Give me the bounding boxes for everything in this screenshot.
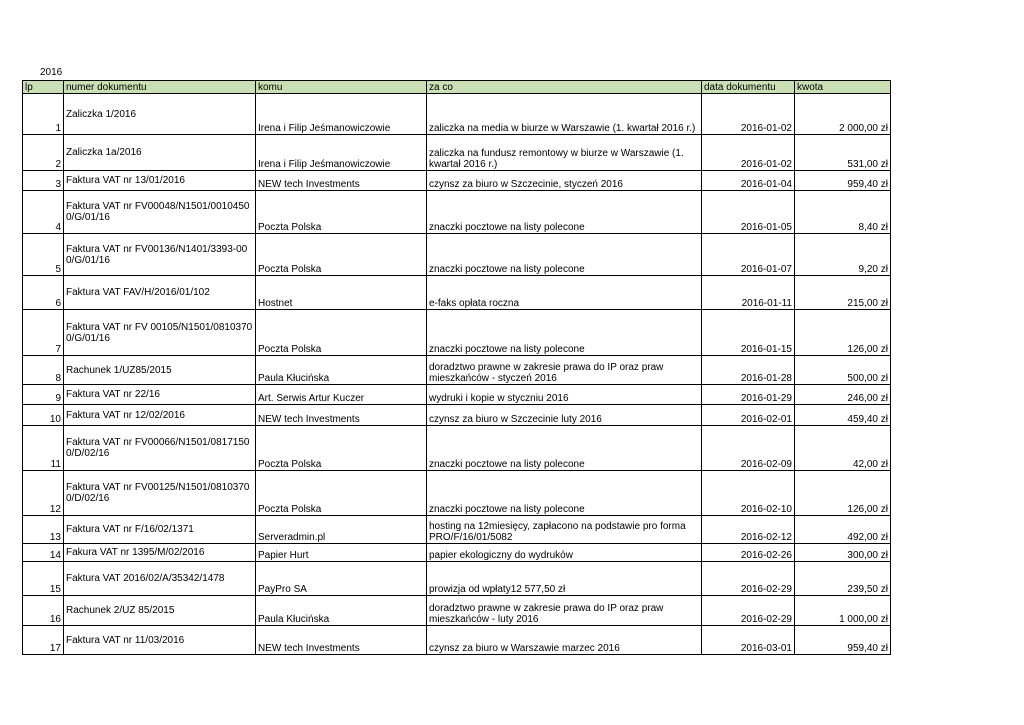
cell-kwota: 1 000,00 zł [795,596,891,626]
cell-za-co: wydruki i kopie w styczniu 2016 [427,385,702,405]
cell-data-dokumentu: 2016-02-12 [702,516,795,544]
header-data-dokumentu: data dokumentu [702,81,795,94]
cell-za-co: doradztwo prawne w zakresie prawa do IP oraz praw mieszkańców - luty 2016 [427,596,702,626]
table-row [23,310,891,356]
cell-komu: PayPro SA [256,562,427,596]
cell-lp: 2 [23,135,64,171]
cell-lp: 13 [23,516,64,544]
cell-komu: NEW tech Investments [256,171,427,191]
table-row [23,135,891,171]
cell-lp: 9 [23,385,64,405]
cell-kwota: 500,00 zł [795,356,891,385]
cell-komu: Serveradmin.pl [256,516,427,544]
documents-table [22,80,891,655]
table-row [23,562,891,596]
cell-za-co: e-faks opłata roczna [427,276,702,310]
cell-za-co: doradztwo prawne w zakresie prawa do IP oraz praw mieszkańców - styczeń 2016 [427,356,702,385]
cell-data-dokumentu: 2016-02-01 [702,405,795,426]
cell-kwota: 126,00 zł [795,471,891,516]
cell-numer-dokumentu: Faktura VAT nr 12/02/2016 [64,405,256,426]
header-numer-dokumentu: numer dokumentu [64,81,256,94]
cell-data-dokumentu: 2016-02-10 [702,471,795,516]
cell-za-co: znaczki pocztowe na listy polecone [427,234,702,276]
cell-data-dokumentu: 2016-02-29 [702,596,795,626]
cell-numer-dokumentu: Faktura VAT nr FV00048/N1501/00104500/G/01/16 [64,191,256,234]
cell-komu: Poczta Polska [256,426,427,471]
table-row [23,94,891,135]
table-row [23,471,891,516]
cell-za-co: czynsz za biuro w Szczecinie, styczeń 2016 [427,171,702,191]
cell-kwota: 215,00 zł [795,276,891,310]
cell-data-dokumentu: 2016-02-29 [702,562,795,596]
header-row [23,81,891,94]
cell-kwota: 959,40 zł [795,626,891,655]
cell-data-dokumentu: 2016-01-02 [702,135,795,171]
cell-kwota: 492,00 zł [795,516,891,544]
table-row [23,626,891,655]
cell-komu: Paula Kłucińska [256,356,427,385]
cell-komu: Papier Hurt [256,544,427,562]
cell-komu: Irena i Filip Jeśmanowiczowie [256,135,427,171]
cell-kwota: 531,00 zł [795,135,891,171]
cell-za-co: czynsz za biuro w Warszawie marzec 2016 [427,626,702,655]
cell-za-co: prowizja od wpłaty12 577,50 zł [427,562,702,596]
cell-lp: 6 [23,276,64,310]
cell-kwota: 2 000,00 zł [795,94,891,135]
cell-data-dokumentu: 2016-02-26 [702,544,795,562]
table-row [23,356,891,385]
cell-data-dokumentu: 2016-01-02 [702,94,795,135]
cell-numer-dokumentu: Zaliczka 1a/2016 [64,135,256,171]
cell-kwota: 459,40 zł [795,405,891,426]
table-row [23,596,891,626]
table-row [23,191,891,234]
cell-lp: 10 [23,405,64,426]
cell-lp: 3 [23,171,64,191]
cell-lp: 16 [23,596,64,626]
year-label: 2016 [40,67,63,78]
table-row [23,426,891,471]
cell-numer-dokumentu: Faktura VAT FAV/H/2016/01/102 [64,276,256,310]
cell-numer-dokumentu: Faktura VAT 2016/02/A/35342/1478 [64,562,256,596]
cell-kwota: 246,00 zł [795,385,891,405]
cell-za-co: zaliczka na fundusz remontowy w biurze w Warszawie (1. kwartał 2016 r.) [427,135,702,171]
cell-za-co: zaliczka na media w biurze w Warszawie (1. kwartał 2016 r.) [427,94,702,135]
cell-numer-dokumentu: Faktura VAT nr FV00136/N1401/3393-000/G/01/16 [64,234,256,276]
cell-za-co: hosting na 12miesięcy, zapłacono na podstawie pro forma PRO/F/16/01/5082 [427,516,702,544]
cell-kwota: 239,50 zł [795,562,891,596]
cell-data-dokumentu: 2016-01-05 [702,191,795,234]
cell-za-co: znaczki pocztowe na listy polecone [427,471,702,516]
cell-data-dokumentu: 2016-01-28 [702,356,795,385]
cell-numer-dokumentu: Faktura VAT nr 22/16 [64,385,256,405]
cell-kwota: 959,40 zł [795,171,891,191]
table-row [23,276,891,310]
cell-komu: Poczta Polska [256,234,427,276]
cell-lp: 5 [23,234,64,276]
cell-kwota: 9,20 zł [795,234,891,276]
cell-numer-dokumentu: Rachunek 2/UZ 85/2015 [64,596,256,626]
table-row [23,234,891,276]
cell-za-co: czynsz za biuro w Szczecinie luty 2016 [427,405,702,426]
table-row [23,171,891,191]
cell-za-co: znaczki pocztowe na listy polecone [427,310,702,356]
table-row [23,405,891,426]
cell-za-co: papier ekologiczny do wydruków [427,544,702,562]
cell-numer-dokumentu: Rachunek 1/UZ85/2015 [64,356,256,385]
header-kwota: kwota [795,81,891,94]
table-row [23,544,891,562]
table-row [23,385,891,405]
cell-data-dokumentu: 2016-01-15 [702,310,795,356]
cell-data-dokumentu: 2016-01-04 [702,171,795,191]
cell-lp: 8 [23,356,64,385]
cell-numer-dokumentu: Faktura VAT nr FV 00105/N1501/08103700/G/01/16 [64,310,256,356]
cell-lp: 11 [23,426,64,471]
cell-numer-dokumentu: Zaliczka 1/2016 [64,94,256,135]
cell-lp: 12 [23,471,64,516]
cell-kwota: 126,00 zł [795,310,891,356]
cell-numer-dokumentu: Faktura VAT nr 13/01/2016 [64,171,256,191]
cell-data-dokumentu: 2016-02-09 [702,426,795,471]
cell-data-dokumentu: 2016-01-11 [702,276,795,310]
cell-data-dokumentu: 2016-01-29 [702,385,795,405]
cell-data-dokumentu: 2016-01-07 [702,234,795,276]
cell-komu: Poczta Polska [256,471,427,516]
cell-numer-dokumentu: Faktura VAT nr FV00125/N1501/08103700/D/02/16 [64,471,256,516]
header-lp: lp [23,81,64,94]
cell-kwota: 8,40 zł [795,191,891,234]
cell-numer-dokumentu: Faktura VAT nr 11/03/2016 [64,626,256,655]
cell-kwota: 42,00 zł [795,426,891,471]
cell-numer-dokumentu: Fakura VAT nr 1395/M/02/2016 [64,544,256,562]
table-row [23,516,891,544]
cell-komu: Poczta Polska [256,191,427,234]
cell-lp: 1 [23,94,64,135]
cell-numer-dokumentu: Faktura VAT nr FV00066/N1501/08171500/D/02/16 [64,426,256,471]
cell-lp: 17 [23,626,64,655]
cell-komu: Paula Kłucińska [256,596,427,626]
cell-lp: 14 [23,544,64,562]
cell-numer-dokumentu: Faktura VAT nr F/16/02/1371 [64,516,256,544]
cell-data-dokumentu: 2016-03-01 [702,626,795,655]
cell-komu: Hostnet [256,276,427,310]
cell-lp: 7 [23,310,64,356]
cell-lp: 15 [23,562,64,596]
cell-komu: NEW tech Investments [256,405,427,426]
cell-komu: Art. Serwis Artur Kuczer [256,385,427,405]
cell-lp: 4 [23,191,64,234]
header-komu: komu [256,81,427,94]
header-za-co: za co [427,81,702,94]
cell-za-co: znaczki pocztowe na listy polecone [427,191,702,234]
cell-komu: NEW tech Investments [256,626,427,655]
cell-komu: Poczta Polska [256,310,427,356]
cell-kwota: 300,00 zł [795,544,891,562]
cell-komu: Irena i Filip Jeśmanowiczowie [256,94,427,135]
cell-za-co: znaczki pocztowe na listy polecone [427,426,702,471]
